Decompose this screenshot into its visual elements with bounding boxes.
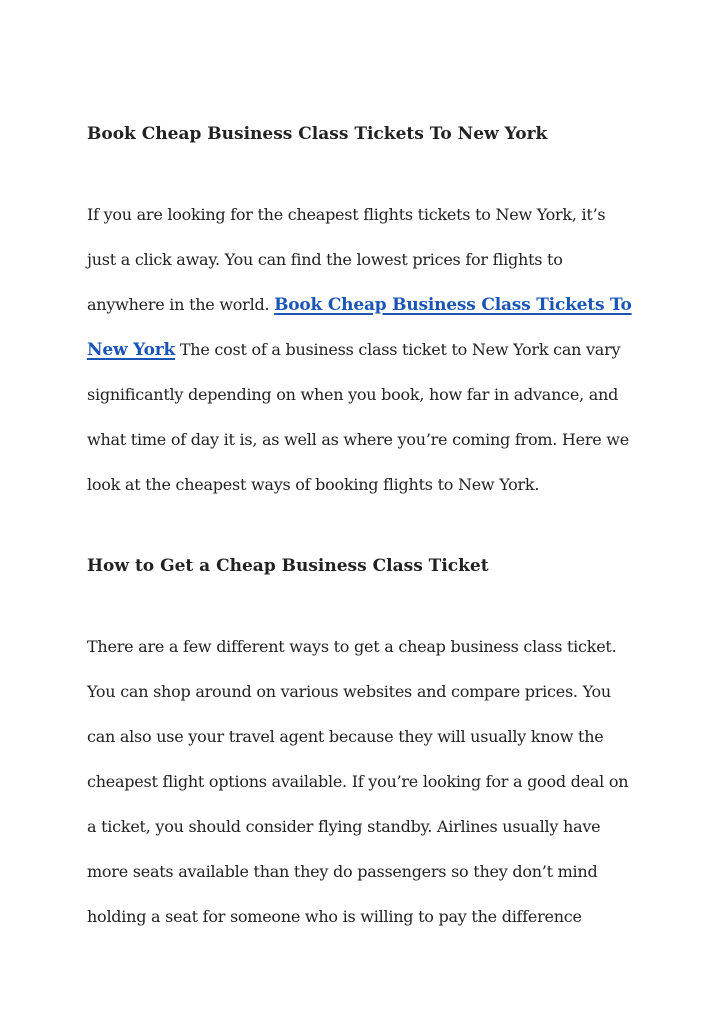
intro-line-7: look at the cheapest ways of booking flights to New York. [87, 475, 540, 494]
section-line-3: can also use your travel agent because they will usually know the [87, 727, 604, 746]
section-line-1: There are a few different ways to get a cheap business class ticket. [87, 637, 617, 656]
section-heading: How to Get a Cheap Business Class Ticket [87, 556, 489, 576]
intro-line-4-text: The cost of a business class ticket to New York can vary [175, 340, 621, 359]
book-cheap-tickets-link-continued[interactable]: New York [87, 340, 176, 360]
section-line-7: holding a seat for someone who is willing to pay the difference [87, 907, 582, 926]
intro-line-2: just a click away. You can find the lowest prices for flights to [87, 250, 563, 269]
book-cheap-tickets-link[interactable]: Book Cheap Business Class Tickets To [274, 295, 632, 315]
intro-line-3-text: anywhere in the world. [87, 295, 275, 314]
intro-line-6: what time of day it is, as well as where you’re coming from. Here we [87, 430, 629, 449]
document-title: Book Cheap Business Class Tickets To New York [87, 124, 548, 144]
intro-line-4 [87, 339, 620, 361]
intro-line-1: If you are looking for the cheapest flights tickets to New York, it’s [87, 205, 606, 224]
intro-line-3 [87, 294, 632, 316]
section-line-2: You can shop around on various websites and compare prices. You [87, 682, 611, 701]
section-line-4: cheapest flight options available. If you’re looking for a good deal on [87, 772, 629, 791]
section-line-5: a ticket, you should consider flying standby. Airlines usually have [87, 817, 601, 836]
section-line-6: more seats available than they do passengers so they don’t mind [87, 862, 598, 881]
intro-line-5: significantly depending on when you book, how far in advance, and [87, 385, 619, 404]
